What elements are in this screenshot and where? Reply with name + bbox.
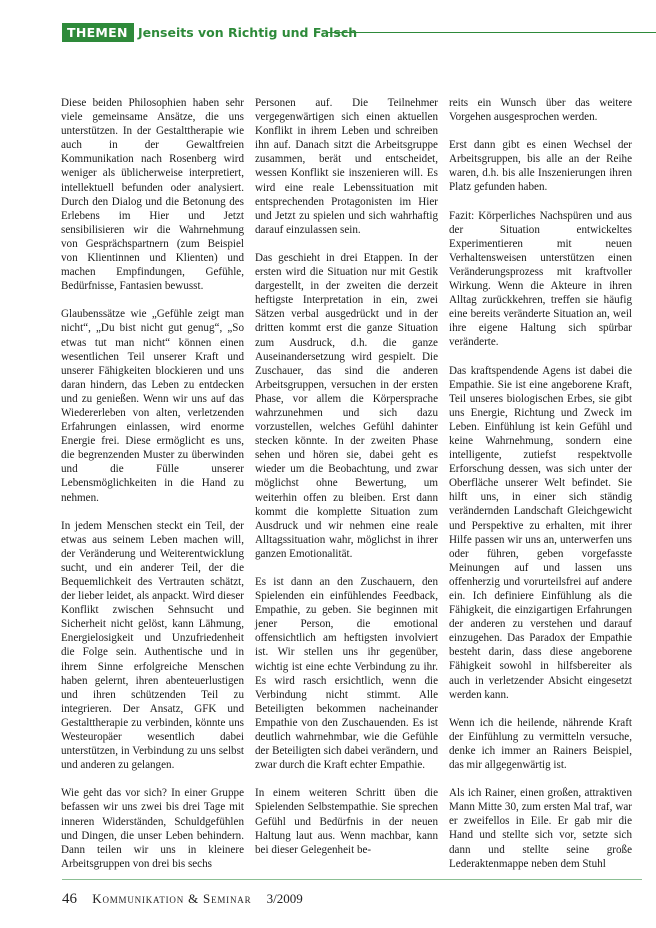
section-tag: THEMEN	[62, 23, 133, 42]
paragraph: Als ich Rainer, einen großen, attraktiven Mann Mitte 30, zum ersten Mal traf, war er zweifellos in Eile. Er gab mir die Hand und stellte sich vor, setzte sich dann und stellte seine große Lederaktenmappe neben dem Stuhl	[449, 787, 632, 870]
page-number: 46	[62, 891, 77, 907]
paragraph: Glaubenssätze wie „Gefühle zeigt man nicht“, „Du bist nicht gut genug“, „So etwas tut man nicht“ können einen wesentlichen Teil unserer Kraft und unserer Fähigkeiten blockieren und uns daran hindern, das Leben zu entdecken und zu genießen. Wenn wir uns auf das Wiedererleben von alten, verletzenden Erfahrungen einlassen, wird enorme Energie frei. Diese ermöglicht es uns, die begrenzenden Muster zu überwinden und die Fülle unserer Lebensmöglichkeiten in die Hand zu nehmen.	[61, 308, 244, 504]
paragraph: Erst dann gibt es einen Wechsel der Arbeitsgruppen, bis alle an der Reihe waren, d.h. bis alle Inszenierungen ihren Platz gefunden haben.	[449, 139, 632, 194]
journal-name: Kommunikation & Seminar	[92, 891, 252, 906]
text-column-1	[61, 96, 244, 885]
paragraph: reits ein Wunsch über das weitere Vorgehen ausgesprochen werden.	[449, 97, 632, 124]
paragraph: Wie geht das vor sich? In einer Gruppe befassen wir uns zwei bis drei Tage mit inneren Widerständen, Schuldgefühlen und Dingen, die unser Leben behindern. Dann teilen wir uns in kleinere Arbeitsgruppen von drei bis sechs	[61, 787, 244, 870]
footer-rule	[62, 879, 642, 880]
paragraph: Personen auf. Die Teilnehmer vergegenwärtigen sich einen aktuellen Konflikt in ihrem Leben und schreiben ihn auf. Danach sitzt die Arbeitsgruppe zusammen, berät und entscheidet, wessen Konflikt sie inszenieren will. Es wird eine reale Lebenssituation mit entsprechenden Protagonisten im Hier und Jetzt zu spielen und sich wahrhaftig darauf einzulassen sein.	[255, 97, 438, 236]
header-rule	[328, 32, 656, 33]
text-column-3	[449, 96, 632, 885]
paragraph: Das kraftspendende Agens ist dabei die Empathie. Sie ist eine angeborene Kraft, Teil unseres biologischen Erbes, sie gibt uns Energie, Richtung und Zweck im Leben. Einfühlung ist kein Gefühl und keine Wahrnehmung, sondern eine intelligente, zutiefst respektvolle Erforschung dessen, was sich unter der Oberfläche unserer Welt befindet. Sie hilft uns, in einer sich ständig verändernden Landschaft Gleichgewicht und Perspektive zu erhalten, mit ihrer Hilfe passen wir uns an, unterwerfen uns oder führen, geben vorgefasste Meinungen auf und lassen uns offenherzig und vorurteilsfrei auf andere ein. Ich definiere Einfühlung als die Fähigkeit, die einzigartigen Erfahrungen der anderen zu verstehen und darauf einzugehen. Das Paradox der Empathie besteht darin, dass diese angeborene Fähigkeit sowohl in hilfsbereiter als auch in verletzender Absicht eingesetzt werden kann.	[449, 364, 632, 701]
paragraph: Fazit: Körperliches Nachspüren und aus der Situation entwickeltes Experimentieren mit neuen Verhaltensweisen unterstützen einen Veränderungsprozess mit kraftvoller Wirkung. Wenn die Akteure in ihren Alltag zurückkehren, treffen sie häufig eine bereits veränderte Situation an, weil ihre eigene Haltung sich spürbar veränderte.	[449, 209, 632, 349]
paragraph: Wenn ich die heilende, nährende Kraft der Einfühlung zu vermitteln versuche, denke ich immer an Rainers Beispiel, das mir allgegenwärtig ist.	[449, 716, 632, 772]
page-footer	[62, 891, 303, 908]
issue-number: 3/2009	[266, 891, 303, 906]
paragraph: In einem weiteren Schritt üben die Spielenden Selbstempathie. Sie sprechen Gefühl und Bedürfnis in der neuen Haltung laut aus. Wenn machbar, kann bei dieser Gelegenheit be-	[255, 787, 438, 856]
paragraph: Diese beiden Philosophien haben sehr viele gemeinsame Ansätze, die uns unterstützen. In der Gestalttherapie wie auch in der Gewaltfreien Kommunikation nach Rosenberg wird weniger als üblicherweise interpretiert, intellektuell befunden oder analysiert. Durch den Dialog und die Betonung des Erlebens im Hier und Jetzt sensibilisieren wir die Wahrnehmung von Gesprächspartnern (zum Beispiel von Klientinnen und Klienten) und machen Empfindungen, Gefühle, Bedürfnisse, Fantasien bewusst.	[61, 97, 244, 293]
paragraph: Das geschieht in drei Etappen. In der ersten wird die Situation nur mit Gestik dargestellt, in der zweiten die derzeit heftigste Interpretation in ein, zwei Sätzen verbal ausgedrückt und in der dritten kommt erst die ganze Situation zum Ausdruck, d.h. die ganze Auseinandersetzung wird gespielt. Die Zuschauer, das sind die anderen Arbeitsgruppen, versuchen in der ersten Phase, vor allem die Körpersprache wahrzunehmen und sich dazu vorzustellen, welches Gefühl dahinter stecken könnte. In der zweiten Phase sehen und hören sie, dabei geht es wieder um die Beobachtung, und zwar möglichst ohne Bewertung, um weiterhin offen zu bleiben. Erst dann kommt die komplette Situation zum Ausdruck und wir nehmen eine reale Alltagssituation wahr, möglichst in ihrer ganzen Emotionalität.	[255, 251, 438, 560]
text-column-2	[255, 96, 438, 871]
paragraph: In jedem Menschen steckt ein Teil, der etwas aus seinem Leben machen will, der Veränderung und Weiterentwicklung sucht, und ein anderer Teil, der die Bequemlichkeit des Vertrauten schätzt, der lieber leidet, als anpackt. Wird dieser Konflikt zwischen Sehnsucht und Sicherheit nicht gelöst, kann Lähmung, Energielosigkeit und Unzufriedenheit die Folge sein. Authentische und in ihrem Sinne erfolgreiche Menschen haben gelernt, ihren abenteuerlustigen und ihren schützenden Teil zu integrieren. Der Ansatz, GFK und Gestalttherapie zu verbinden, könnte uns Westeuropäer wesentlich dabei unterstützen, in Verbindung zu uns selbst und anderen zu gelangen.	[61, 519, 244, 772]
article-title: Jenseits von Richtig und Falsch	[132, 23, 357, 42]
paragraph: Es ist dann an den Zuschauern, den Spielenden ein einfühlendes Feedback, Empathie, zu geben. Sie beginnen mit jener Person, die emotional offensichtlich am heftigsten involviert ist. Wir stellen uns ihr gegenüber, wichtig ist eine echte Verbindung zu ihr. Es wird rasch ersichtlich, wenn die Verbindung nicht stimmt. Alle Beteiligten bekommen nacheinander Empathie von den Zuschauenden. Es ist deutlich wahrnehmbar, wie die Gefühle der Beteiligten sich dabei verändern, und zwar durch die Kraft echter Empathie.	[255, 576, 438, 772]
section-header	[62, 23, 656, 42]
